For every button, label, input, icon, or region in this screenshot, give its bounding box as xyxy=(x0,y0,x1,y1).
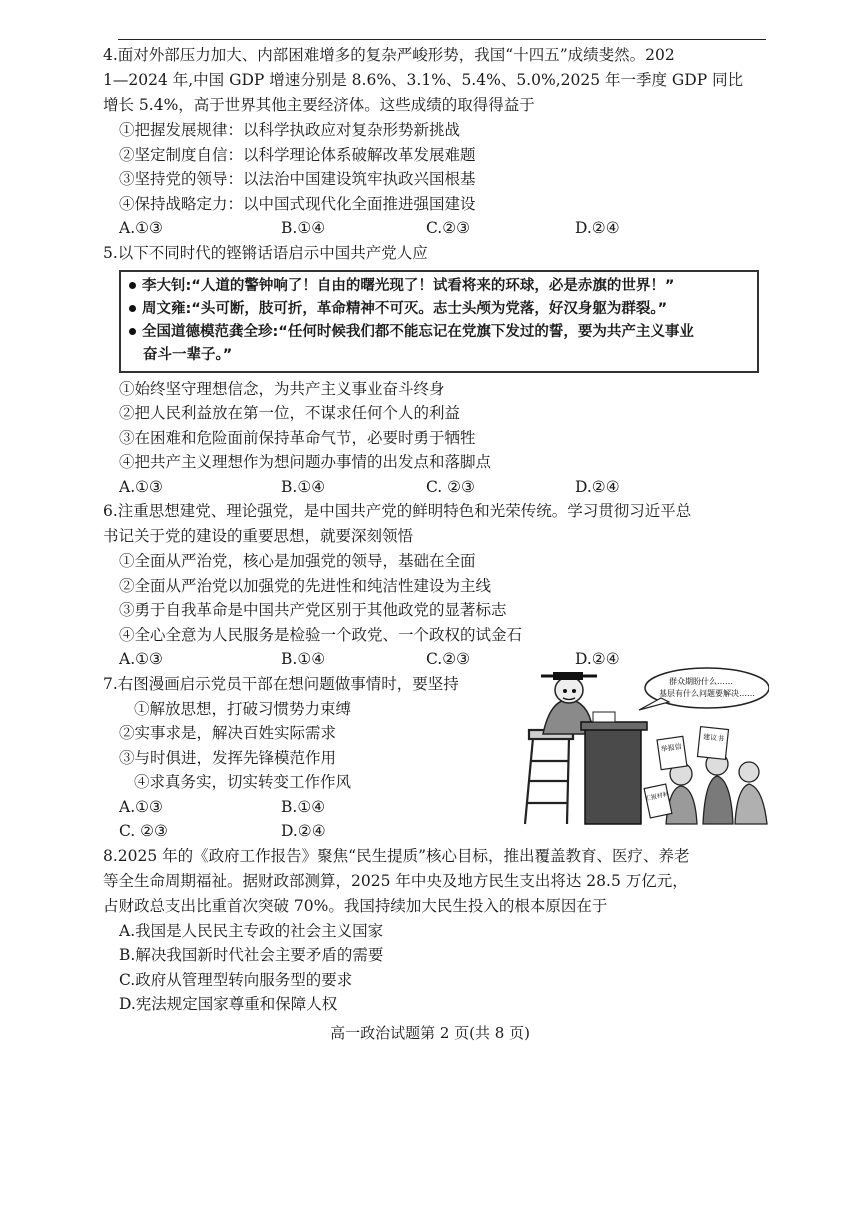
q6-option-1: ①全面从严治党，核心是加强党的领导，基础在全面 xyxy=(119,552,476,570)
q5-quote-box xyxy=(119,270,759,373)
bullet-icon xyxy=(129,282,136,289)
q5-stem: 5.以下不同时代的铿锵话语启示中国共产党人应 xyxy=(103,243,428,262)
q7-option-2: ②实事求是，解决百姓实际需求 xyxy=(119,724,337,742)
q4-choice-a: A.①③ xyxy=(119,219,163,237)
q6-option-3: ③勇于自我革命是中国共产党区别于其他政党的显著标志 xyxy=(119,601,507,619)
q5-quote-text: 李大钊:“人道的警钟响了！自由的曙光现了！试看将来的环球，必是赤旗的世界！” xyxy=(142,277,675,294)
q8-stem-line: 等全生命周期福祉。据财政部测算，2025 年中央及地方民生支出将达 28.5 万亿元， xyxy=(103,871,688,890)
q8-option-d: D.宪法规定国家尊重和保障人权 xyxy=(119,995,338,1013)
q7-option-1: ①解放思想，打破习惯势力束缚 xyxy=(134,699,352,718)
q5-choice-b: B.①④ xyxy=(281,477,326,496)
q6-choice-d: D.②④ xyxy=(575,650,620,668)
q5-option-3: ③在困难和危险面前保持革命气节，必要时勇于牺牲 xyxy=(119,428,476,447)
q8-option-b: B.解决我国新时代社会主要矛盾的需要 xyxy=(119,946,384,964)
header-rule xyxy=(118,39,766,40)
q4-choice-d: D.②④ xyxy=(575,219,620,237)
q8-stem-line: 8.2025 年的《政府工作报告》聚焦“民生提质”核心目标，推出覆盖教育、医疗、养老 xyxy=(103,846,690,865)
q4-stem xyxy=(103,43,768,118)
q5-choice-c: C. ②③ xyxy=(426,477,475,496)
q7-choice-b: B.①④ xyxy=(281,797,326,816)
sign-2-text: 建议书 xyxy=(702,732,725,743)
q5-choices xyxy=(103,475,768,500)
page-footer: 高一政治试题第 2 页(共 8 页) xyxy=(330,1024,530,1042)
q8-option-a: A.我国是人民民主专政的社会主义国家 xyxy=(119,921,384,940)
q5-option-1: ①始终坚守理想信念，为共产主义事业奋斗终身 xyxy=(119,379,445,398)
q6-choice-b: B.①④ xyxy=(281,650,326,668)
q6-stem-line: 6.注重思想建党、理论强党，是中国共产党的鲜明特色和光荣传统。学习贯彻习近平总 xyxy=(103,502,692,520)
q6-option-4: ④全心全意为人民服务是检验一个政党、一个政权的试金石 xyxy=(119,625,523,644)
bullet-icon xyxy=(129,328,136,335)
q5-quote-text: 周文雍:“头可断，肢可折，革命精神不可灭。志士头颅为党落，好汉身躯为群裂。” xyxy=(142,300,668,317)
q5-quote-text: 全国道德模范龚全珍:“任何时候我们都不能忘记在党旗下发过的誓，要为共产主义事业 xyxy=(142,323,694,340)
q7-choices-row-1 xyxy=(103,795,523,820)
q4-choice-c: C.②③ xyxy=(426,219,471,237)
q4-option-2: ②坚定制度自信：以科学理论体系破解改革发展难题 xyxy=(119,145,476,164)
q5-quote-3 xyxy=(129,321,749,344)
q5-quote-3-cont: 奋斗一辈子。” xyxy=(143,346,233,363)
question-8 xyxy=(103,844,768,1017)
q6-choice-c: C.②③ xyxy=(426,650,471,668)
q6-choice-a: A.①③ xyxy=(119,650,163,668)
q7-text-column xyxy=(103,672,523,844)
q4-stem-line: 增长 5.4%，高于世界其他主要经济体。这些成绩的取得得益于 xyxy=(103,96,535,114)
q4-stem-line: 1—2024 年,中国 GDP 增速分别是 8.6%、3.1%、5.4%、5.0%,2025 年一季度 GDP 同比 xyxy=(103,71,744,89)
q5-option-4: ④把共产主义理想作为想问题办事情的出发点和落脚点 xyxy=(119,453,492,471)
q7-stem: 7.右图漫画启示党员干部在想问题做事情时，要坚持 xyxy=(103,674,459,693)
q8-stem xyxy=(103,844,768,919)
ladder-chair xyxy=(525,730,573,824)
q5-choice-d: D.②④ xyxy=(575,477,620,496)
q6-stem xyxy=(103,499,768,549)
sign-1-text: 举报信 xyxy=(660,742,683,753)
q4-option-1: ①把握发展规律：以科学执政应对复杂形势新挑战 xyxy=(119,121,461,139)
q8-stem-line: 占财政总支出比重首次突破 70%。我国持续加大民生投入的根本原因在于 xyxy=(103,896,608,915)
sign-3-text: 汇报材料 xyxy=(644,790,670,803)
q5-option-2: ②把人民利益放在第一位，不谋求任何个人的利益 xyxy=(119,404,461,422)
desk xyxy=(581,712,647,824)
speech-line-1: 群众期盼什么…… xyxy=(669,676,733,686)
speech-line-2: 基层有什么问题要解决…… xyxy=(659,688,755,698)
q6-option-2: ②全面从严治党以加强党的先进性和纯洁性建设为主线 xyxy=(119,576,492,595)
q5-quote-2 xyxy=(129,298,749,321)
question-6 xyxy=(103,499,768,672)
q4-option-4: ④保持战略定力：以中国式现代化全面推进强国建设 xyxy=(119,194,476,213)
q4-choices xyxy=(103,216,768,241)
q4-choice-b: B.①④ xyxy=(281,219,326,237)
q6-stem-line: 书记关于党的建设的重要思想，就要深刻领悟 xyxy=(103,527,414,545)
q4-stem-line: 4.面对外部压力加大、内部困难增多的复杂严峻形势，我国“十四五”成绩斐然。202 xyxy=(103,46,675,64)
question-7 xyxy=(103,672,768,844)
q8-option-c: C.政府从管理型转向服务型的要求 xyxy=(119,970,353,989)
bullet-icon xyxy=(129,305,136,312)
q5-choice-a: A.①③ xyxy=(119,477,163,496)
q4-option-3: ③坚持党的领导：以法治中国建设筑牢执政兴国根基 xyxy=(119,170,476,188)
q7-choices-row-2 xyxy=(103,819,523,844)
question-5 xyxy=(103,241,768,500)
q5-quote-1 xyxy=(129,275,749,298)
q7-choice-d: D.②④ xyxy=(281,822,326,840)
speech-bubble xyxy=(639,668,769,710)
q7-choice-c: C. ②③ xyxy=(119,822,168,840)
exam-page xyxy=(103,43,768,1017)
q7-option-4: ④求真务实，切实转变工作作风 xyxy=(134,773,352,791)
cartoon-illustration xyxy=(521,666,769,826)
q7-choice-a: A.①③ xyxy=(119,797,163,816)
question-4 xyxy=(103,43,768,241)
q7-option-3: ③与时俱进，发挥先锋模范作用 xyxy=(119,748,337,767)
